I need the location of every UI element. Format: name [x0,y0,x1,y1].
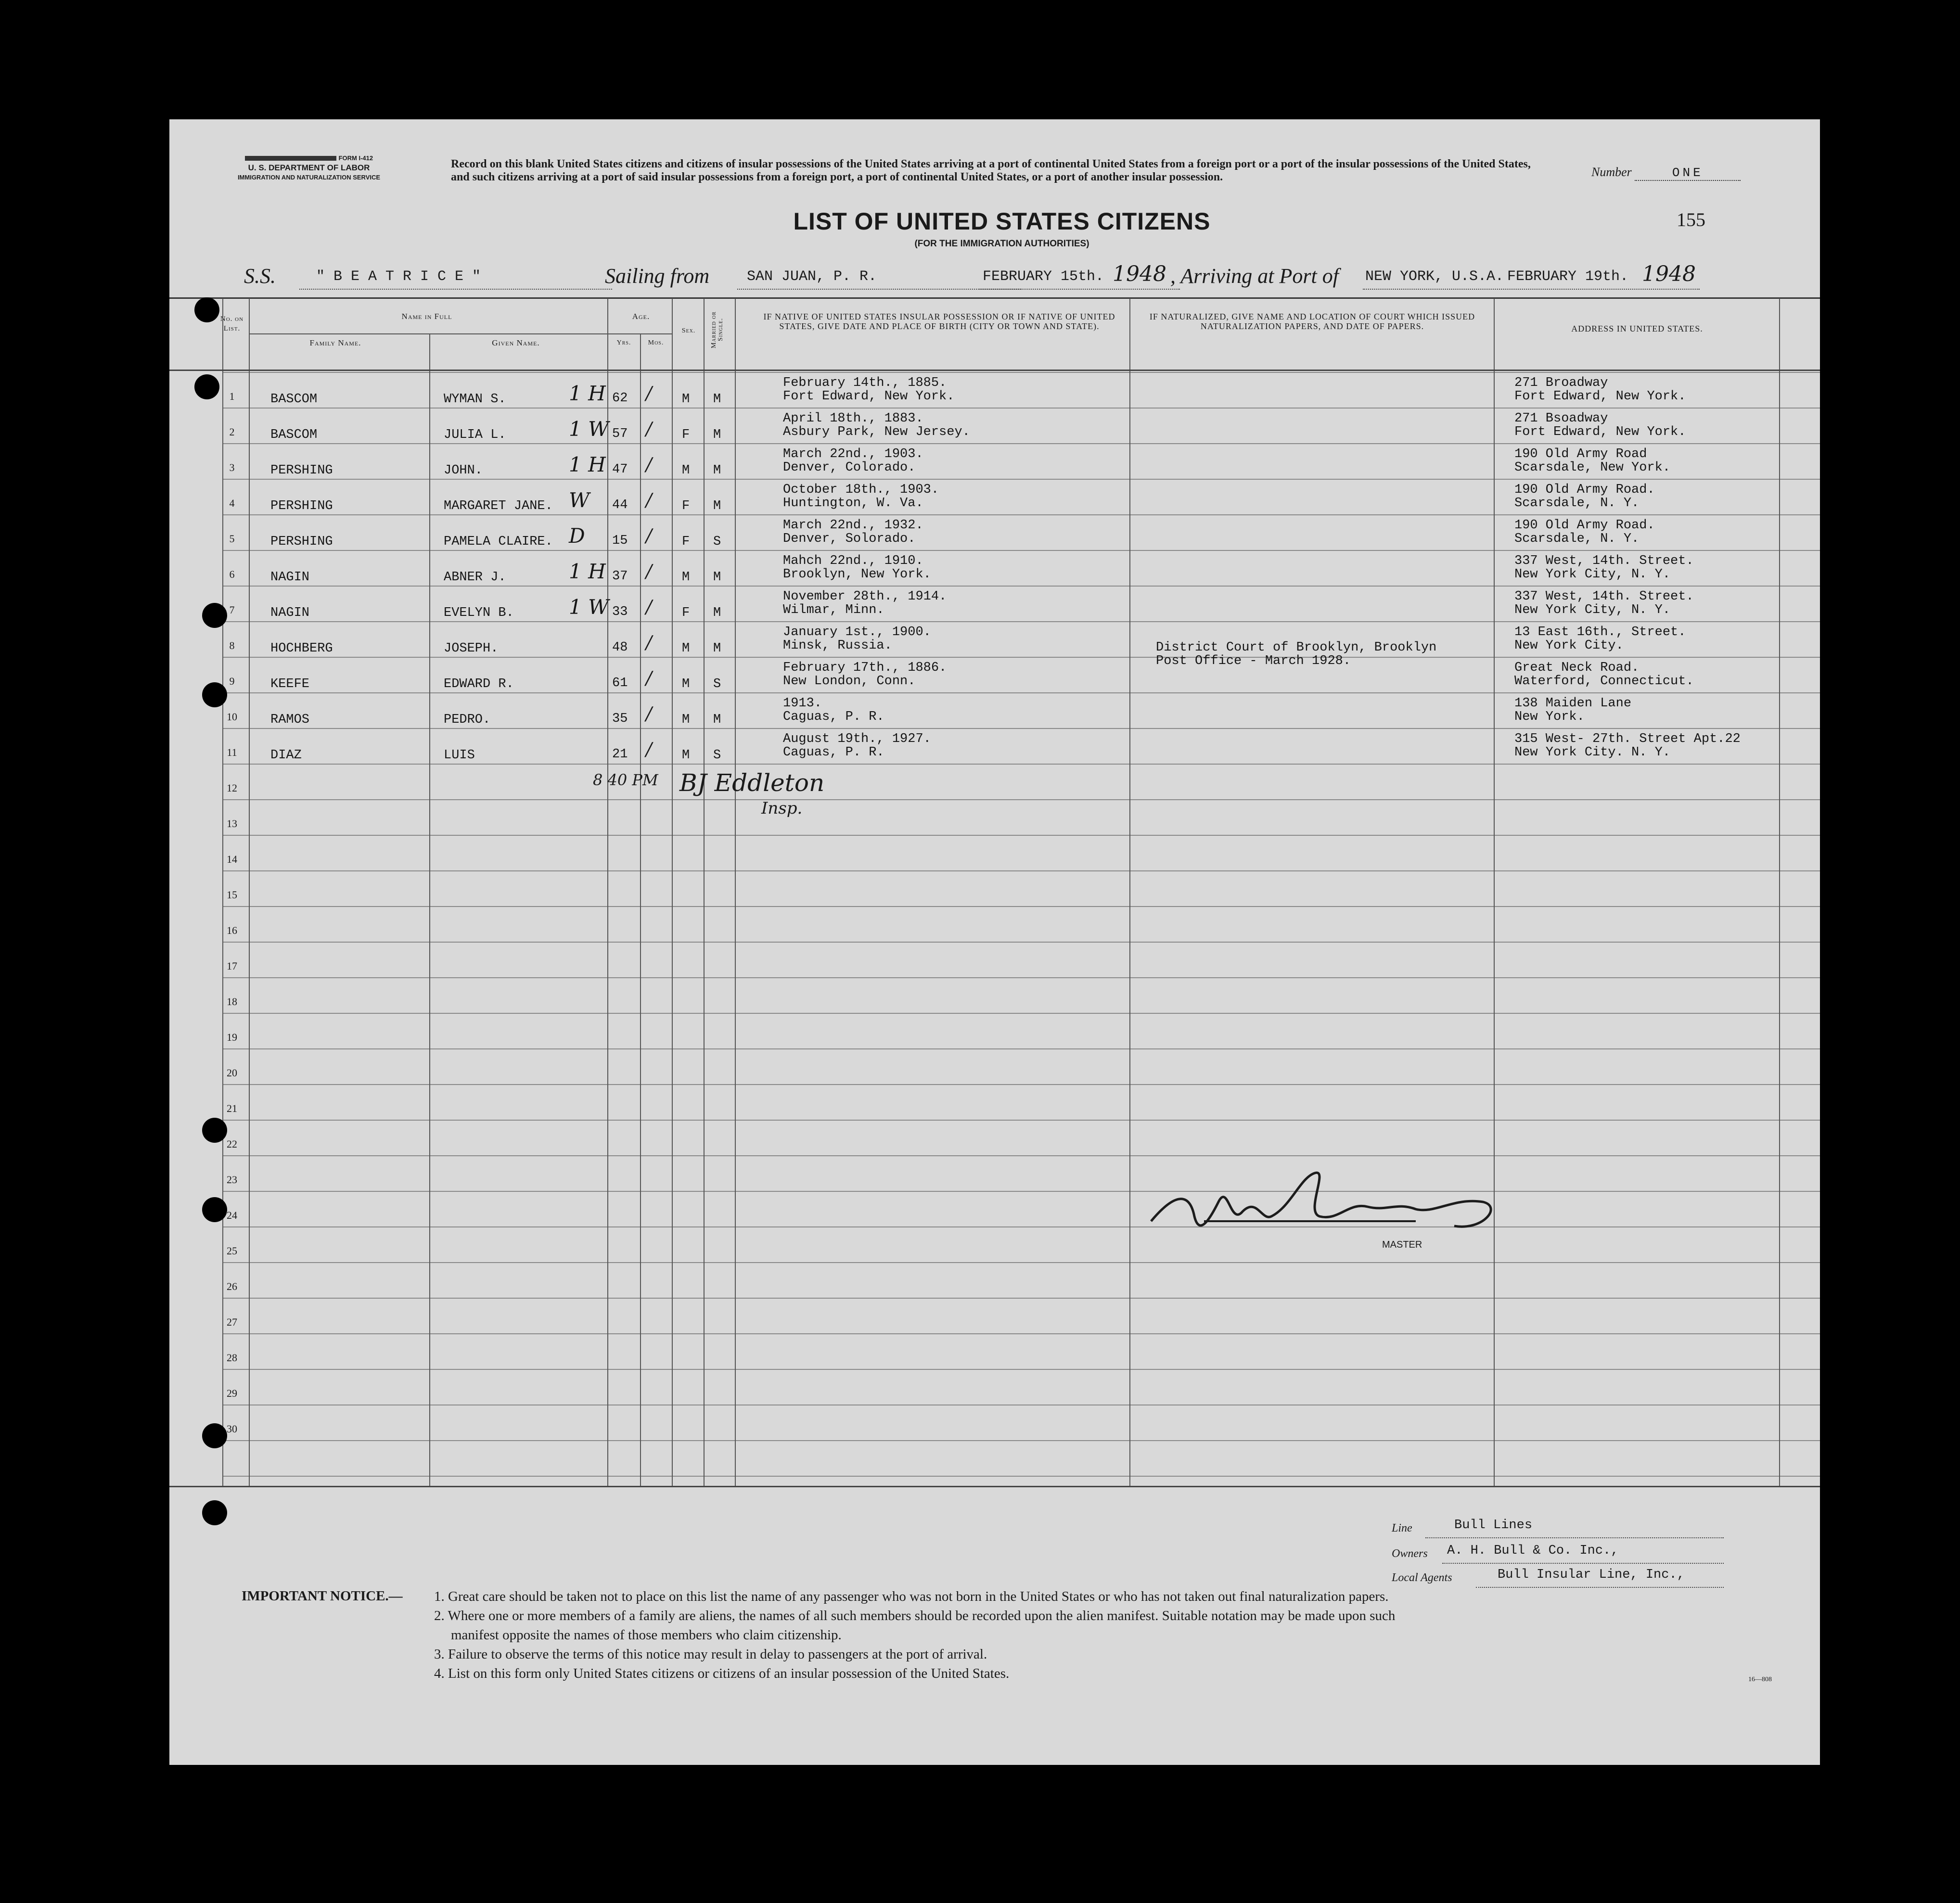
address-line-2: New York. [1514,710,1585,724]
form-code: 16—808 [1748,1676,1772,1683]
address-line-1: 337 West, 14th. Street. [1514,589,1694,604]
handwritten-mark: 1 H [569,382,606,405]
address-line-1: 190 Old Army Road. [1514,483,1655,497]
row-number: 24 [227,1209,237,1221]
row-number: 3 [229,461,235,473]
punch-hole [202,1197,227,1222]
given-name: JOSEPH. [444,641,499,656]
form-number: FORM I-412 [338,154,373,162]
row-number: 20 [227,1067,237,1079]
address-line-2: New York City. N. Y. [1514,745,1671,760]
col-yrs: Yrs. [616,339,631,346]
address-line-1: 271 Broadway [1514,376,1608,390]
family-name: BASCOM [270,428,318,442]
row-rule [222,586,1820,587]
marital-status: S [713,535,721,549]
age-check-mark: ∕ [646,667,652,689]
row-number: 6 [229,568,235,580]
given-name: EVELYN B. [444,606,514,620]
row-number: 21 [227,1102,237,1114]
row-rule [222,1298,1820,1299]
birth-date: November 28th., 1914. [783,589,947,604]
col-name-in-full: Name in Full [401,312,452,321]
age-check-mark: ∕ [646,703,652,724]
row-rule [222,1013,1820,1014]
birth-place: Denver, Solorado. [783,532,916,546]
line-value: Bull Lines [1454,1518,1533,1533]
row-rule [222,1120,1820,1121]
punch-hole [194,374,219,399]
department-block [208,153,410,182]
age-years: 62 [612,391,628,406]
birth-place: Asbury Park, New Jersey. [783,425,970,439]
family-name: PERSHING [270,535,333,549]
row-number: 15 [227,889,237,901]
age-check-mark: ∕ [646,739,652,760]
handwritten-mark: 1 W [569,417,609,441]
col-married-single: Married or Single. [710,311,724,348]
row-rule [222,942,1820,943]
line-info-line [1392,1518,1533,1535]
col-divider [704,298,705,1487]
age-check-mark: ∕ [646,596,652,617]
instructions-text: Record on this blank United States citizens and citizens of insular possessions of the United States arriving at a port of continental United States from a foreign port or a port of the insular possessions of the United States, and such citizens arriving at a port of said insular possessions from a foreign port, a port of continental United States, or a port of another insular possession. [451,158,1531,183]
column-header-rule [169,370,1820,371]
sex-value: F [682,428,690,442]
sex-value: M [682,641,690,656]
birth-date: January 1st., 1900. [783,625,931,639]
birth-place: Caguas, P. R. [783,710,884,724]
arrival-date: FEBRUARY 19th. [1507,268,1629,285]
row-rule [222,621,1820,622]
row-rule [222,835,1820,836]
sex-value: M [682,677,690,691]
punch-hole [202,603,227,628]
col-no: No. on List. [220,315,244,332]
arrival-port: NEW YORK, U.S.A. [1365,268,1504,285]
col-divider [1494,298,1495,1487]
address-line-2: Scarsdale, N. Y. [1514,496,1640,511]
address-line-1: 190 Old Army Road [1514,447,1647,461]
row-number: 9 [229,675,235,687]
row-number: 12 [227,782,237,794]
line-info-owners [1392,1544,1619,1560]
age-check-mark: ∕ [646,561,652,582]
agents-value: Bull Insular Line, Inc., [1498,1568,1685,1582]
row-number: 29 [227,1387,237,1399]
punch-hole [202,1118,227,1143]
col-divider [672,298,673,1487]
row-rule [222,1084,1820,1085]
row-rule [222,514,1820,515]
page-subtitle: (FOR THE IMMIGRATION AUTHORITIES) [914,239,1089,249]
address-line-2: Waterford, Connecticut. [1514,674,1694,689]
departure-date: FEBRUARY 15th. [983,268,1104,285]
col-birth: IF NATIVE OF UNITED STATES INSULAR POSSESSION OR IF NATIVE OF UNITED STATES, GIVE DATE AND PLACE OF BIRTH (CITY OR TOWN AND STATE). [763,312,1115,331]
col-divider [1129,298,1130,1487]
notice-item-2-cont: manifest opposite the names of those members who claim citizenship. [451,1627,842,1643]
handwritten-mark: 1 H [569,560,606,583]
row-number: 5 [229,533,235,545]
naturalization-court: District Court of Brooklyn, Brooklyn [1156,640,1437,655]
punch-hole [202,1423,227,1448]
notice-item-2: 2. Where one or more members of a family are aliens, the names of all such members should be recorded upon the alien manifest. Suitable notation may be made upon such [434,1608,1396,1623]
col-sex: Sex. [681,327,696,334]
row-number: 8 [229,639,235,651]
age-check-mark: ∕ [646,632,652,653]
notice-item-4: 4. List on this form only United States citizens or citizens of an insular possession of the United States. [434,1666,1010,1681]
row-number: 18 [227,996,237,1008]
age-years: 48 [612,640,628,655]
handwritten-mark: 1 H [569,453,606,476]
ship-prefix: S.S. [244,264,276,288]
age-years: 47 [612,462,628,477]
given-name: JOHN. [444,463,483,478]
address-line-1: Great Neck Road. [1514,661,1640,675]
number-label: Number [1591,165,1632,179]
page-title: LIST OF UNITED STATES CITIZENS [793,208,1211,235]
row-rule [222,657,1820,658]
birth-date: October 18th., 1903. [783,483,939,497]
row-number: 16 [227,924,237,936]
age-years: 37 [612,569,628,584]
family-name: BASCOM [270,392,318,407]
row-number: 4 [229,497,235,509]
address-line-1: 271 Bsoadway [1514,411,1608,426]
address-line-2: Scarsdale, New York. [1514,460,1671,475]
family-name: PERSHING [270,463,333,478]
arriving-label: , Arriving at Port of [1170,264,1339,288]
row-number: 30 [227,1423,237,1435]
row-rule [222,372,1820,373]
family-name: NAGIN [270,606,310,620]
birth-place: Huntington, W. Va. [783,496,923,511]
master-signature [1146,1163,1502,1240]
address-line-1: 138 Maiden Lane [1514,696,1632,711]
address-line-2: New York City, N. Y. [1514,567,1671,582]
handwritten-mark: 1 W [569,595,609,619]
age-years: 15 [612,534,628,548]
col-divider [735,298,736,1487]
handwritten-mark: W [569,488,590,512]
given-name: PEDRO. [444,713,491,727]
col-family-name: Family Name. [309,338,361,347]
birth-place: Fort Edward, New York. [783,389,955,404]
age-years: 35 [612,712,628,726]
birth-place: Wilmar, Minn. [783,603,884,617]
naturalization-date: Post Office - March 1928. [1156,654,1351,668]
row-rule [222,870,1820,871]
row-rule [222,977,1820,978]
number-field [1591,165,1741,181]
address-line-1: 190 Old Army Road. [1514,518,1655,533]
birth-place: Minsk, Russia. [783,639,892,653]
birth-date: August 19th., 1927. [783,732,931,746]
inspector-initials: BJ Eddleton [679,769,825,797]
col-given-name: Given Name. [492,338,540,347]
row-rule [222,1155,1820,1156]
row-rule [222,1333,1820,1334]
age-check-mark: ∕ [646,418,652,439]
notice-item-3: 3. Failure to observe the terms of this notice may result in delay to passengers at the port of arrival. [434,1647,987,1662]
age-check-mark: ∕ [646,454,652,475]
family-name: PERSHING [270,499,333,513]
given-name: EDWARD R. [444,677,514,691]
row-rule [222,799,1820,800]
row-number: 17 [227,960,237,972]
punch-hole [194,297,219,322]
row-rule [222,728,1820,729]
line-label: Line [1392,1522,1412,1534]
row-number: 11 [227,746,237,758]
address-line-2: Scarsdale, N. Y. [1514,532,1640,546]
marital-status: S [713,748,721,763]
marital-status: M [713,499,721,513]
col-divider [429,333,430,1487]
row-rule [222,479,1820,480]
col-divider [607,298,608,1487]
birth-date: March 22nd., 1932. [783,518,923,533]
row-number: 19 [227,1031,237,1043]
row-rule [222,408,1820,409]
sailing-label: Sailing from [605,264,710,288]
row-rule [222,764,1820,765]
row-number: 27 [227,1316,237,1328]
birth-place: Denver, Colorado. [783,460,916,475]
address-line-1: 13 East 16th., Street. [1514,625,1686,639]
departure-year: 1948 [1113,262,1166,286]
line-info-agents [1392,1568,1685,1584]
birth-date: February 17th., 1886. [783,661,947,675]
address-line-1: 315 West- 27th. Street Apt.22 [1514,732,1741,746]
col-address: ADDRESS IN UNITED STATES. [1571,324,1703,333]
address-line-2: New York City. [1514,639,1624,653]
owners-label: Owners [1392,1547,1428,1560]
age-years: 44 [612,498,628,512]
birth-date: March 22nd., 1903. [783,447,923,461]
col-naturalized: IF NATURALIZED, GIVE NAME AND LOCATION OF COURT WHICH ISSUED NATURALIZATION PAPERS, AND DATE OF PAPERS. [1149,312,1475,331]
agents-label: Local Agents [1392,1571,1452,1584]
row-number: 13 [227,817,237,830]
age-check-mark: ∕ [646,383,652,404]
marital-status: M [713,641,721,656]
birth-place: New London, Conn. [783,674,916,689]
notice-item-1: 1. Great care should be taken not to place on this list the name of any passenger who was not born in the United States or who has not taken out final naturalization papers. [434,1589,1389,1604]
given-name: ABNER J. [444,570,506,585]
punch-hole [202,1500,227,1525]
birth-place: Caguas, P. R. [783,745,884,760]
number-value: ONE [1635,166,1741,181]
row-number: 10 [227,711,237,723]
family-name: DIAZ [270,748,302,763]
family-name: RAMOS [270,713,310,727]
sex-value: M [682,392,690,407]
row-rule [222,1476,1820,1477]
given-name: PAMELA CLAIRE. [444,535,553,549]
sex-value: M [682,463,690,478]
marital-status: M [713,570,721,585]
sex-value: F [682,606,690,620]
given-name: MARGARET JANE. [444,499,553,513]
row-rule [222,550,1820,551]
arrival-year: 1948 [1642,262,1696,286]
row-number: 7 [229,604,235,616]
row-rule [222,692,1820,693]
family-name: HOCHBERG [270,641,333,656]
row-number: 23 [227,1174,237,1186]
birth-place: Brooklyn, New York. [783,567,931,582]
row-rule [222,1262,1820,1263]
sex-value: M [682,748,690,763]
given-name: WYMAN S. [444,392,506,407]
row-rule [222,1369,1820,1370]
handwritten-mark: D [569,524,585,548]
col-divider [249,298,250,1487]
sex-value: F [682,535,690,549]
stamp-number: 155 [1677,209,1705,230]
age-years: 61 [612,676,628,690]
sex-value: F [682,499,690,513]
manifest-sheet [169,119,1820,1765]
row-rule [222,1191,1820,1192]
row-number: 22 [227,1138,237,1150]
address-line-2: Fort Edward, New York. [1514,425,1686,439]
row-rule [222,906,1820,907]
row-number: 25 [227,1245,237,1257]
birth-date: Mahch 22nd., 1910. [783,554,923,568]
birth-date: 1913. [783,696,822,711]
marital-status: M [713,713,721,727]
age-check-mark: ∕ [646,489,652,511]
marital-status: S [713,677,721,691]
row-rule [222,443,1820,444]
address-line-1: 337 West, 14th. Street. [1514,554,1694,568]
age-subheader-rule [607,333,672,334]
ship-name: " B E A T R I C E " [316,268,481,285]
row-number: 2 [229,426,235,438]
row-number: 1 [229,390,235,402]
time-note: 8 40 PM [593,771,658,789]
marital-status: M [713,428,721,442]
row-rule [222,1226,1820,1227]
age-check-mark: ∕ [646,525,652,546]
sex-value: M [682,713,690,727]
given-name: LUIS [444,748,475,763]
given-name: JULIA L. [444,428,506,442]
col-divider [640,333,641,1487]
col-divider [1779,298,1780,1487]
header-rule [169,297,1820,299]
marital-status: M [713,392,721,407]
master-label: MASTER [1382,1239,1422,1250]
name-subheader-rule [249,333,607,334]
birth-date: February 14th., 1885. [783,376,947,390]
age-years: 21 [612,747,628,762]
footer-rule [169,1486,1820,1487]
address-line-2: Fort Edward, New York. [1514,389,1686,404]
row-number: 26 [227,1280,237,1292]
row-number: 14 [227,853,237,865]
col-age: Age. [632,312,650,321]
row-rule [222,1048,1820,1049]
marital-status: M [713,463,721,478]
marital-status: M [713,606,721,620]
redaction-bar [245,156,336,161]
address-line-2: New York City, N. Y. [1514,603,1671,617]
col-mos: Mos. [648,339,664,346]
sailing-from: SAN JUAN, P. R. [747,268,877,285]
row-rule [222,1440,1820,1441]
birth-date: April 18th., 1883. [783,411,923,426]
sex-value: M [682,570,690,585]
inspector-title: Insp. [761,799,803,818]
age-years: 57 [612,427,628,441]
punch-hole [202,682,227,707]
voyage-line [169,264,1820,293]
family-name: NAGIN [270,570,310,585]
age-years: 33 [612,605,628,619]
notice-heading: IMPORTANT NOTICE.— [242,1588,403,1604]
family-name: KEEFE [270,677,310,691]
department-name: U. S. DEPARTMENT OF LABOR [248,163,370,172]
service-name: IMMIGRATION AND NATURALIZATION SERVICE [237,174,381,181]
owners-value: A. H. Bull & Co. Inc., [1447,1544,1619,1558]
row-number: 28 [227,1352,237,1364]
